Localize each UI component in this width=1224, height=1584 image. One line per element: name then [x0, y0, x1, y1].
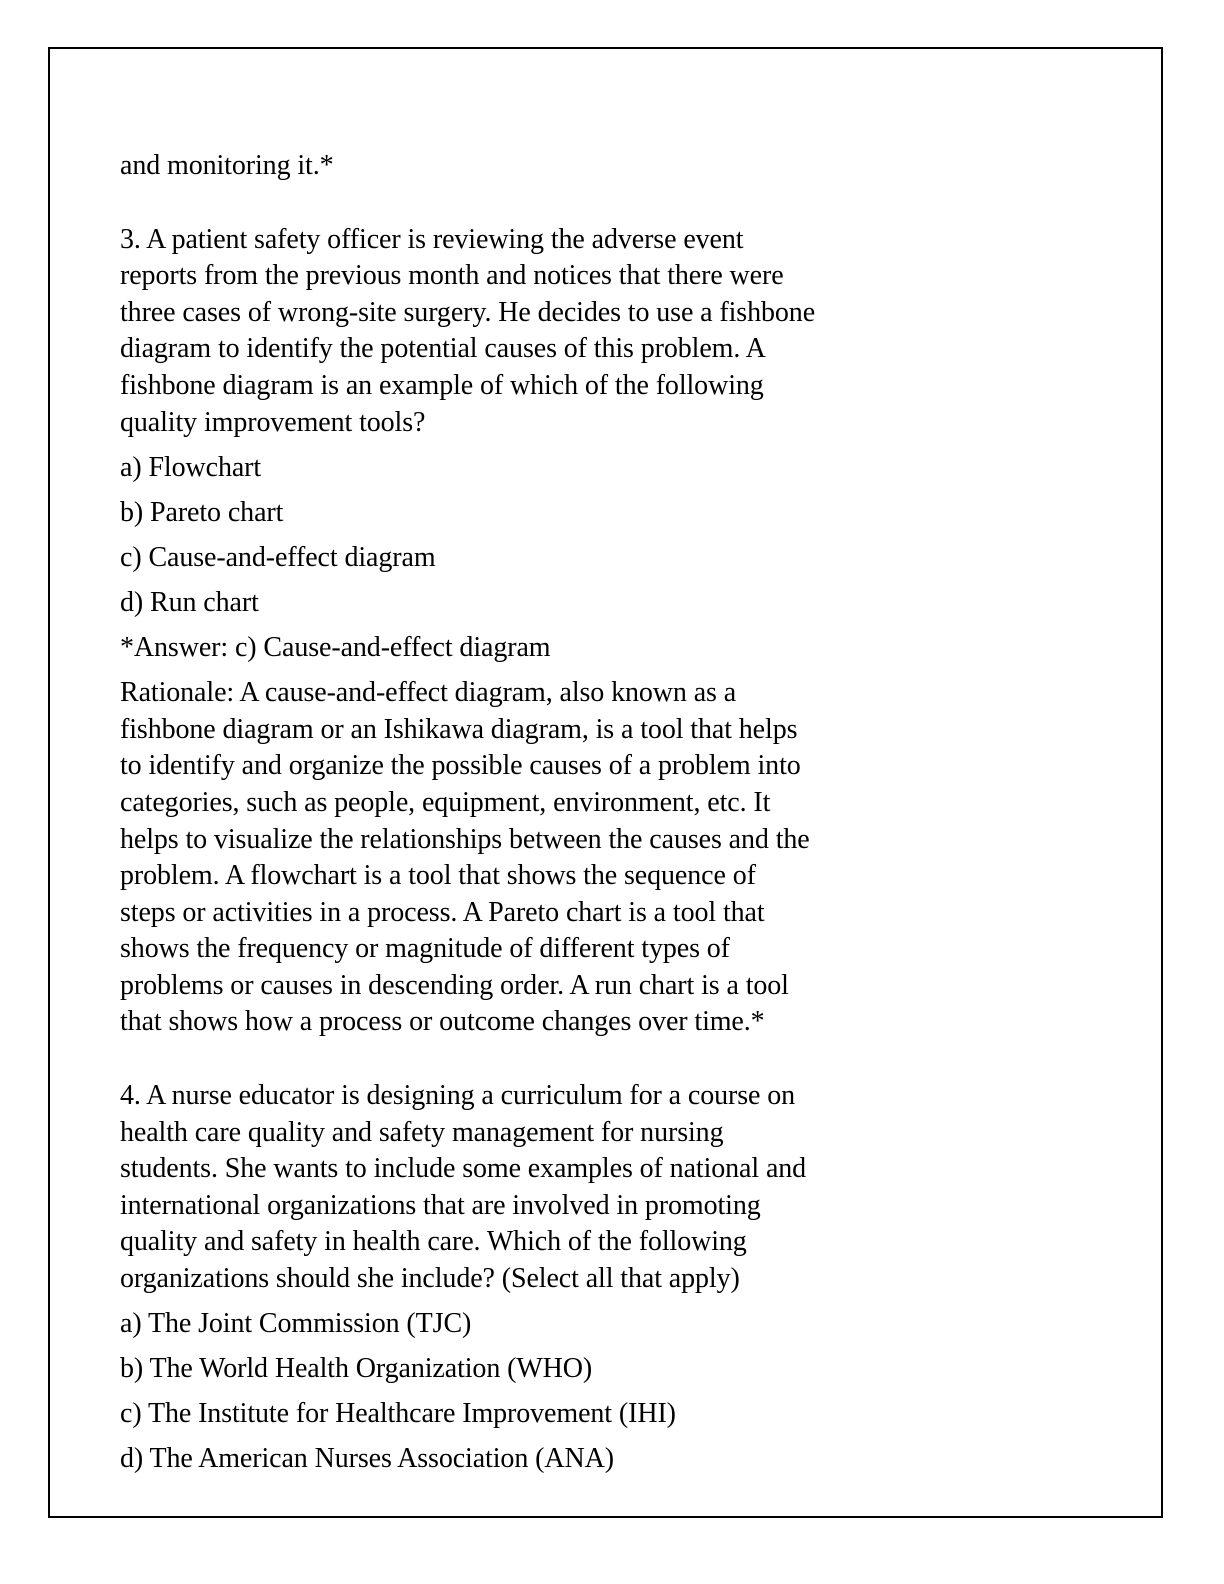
text-line: Rationale: A cause-and-effect diagram, also known as a [120, 677, 737, 709]
text-line: helps to visualize the relationships between the causes and the [120, 823, 810, 855]
text-line: quality and safety in health care. Which of the following [120, 1226, 747, 1258]
question-4-option-b: b) The World Health Organization (WHO) [120, 1353, 593, 1385]
text-line: problem. A flowchart is a tool that shows the sequence of [120, 860, 756, 892]
text-line: quality improvement tools? [120, 406, 426, 438]
question-4-option-c: c) The Institute for Healthcare Improvement (IHI) [120, 1398, 676, 1430]
question-3-answer: *Answer: c) Cause-and-effect diagram [120, 632, 551, 664]
text-line: reports from the previous month and notices that there were [120, 260, 784, 292]
text-line: fishbone diagram is an example of which of the following [120, 369, 764, 401]
question-4 [120, 1078, 940, 1478]
text-line: categories, such as people, equipment, environment, etc. It [120, 786, 771, 818]
text-line: three cases of wrong-site surgery. He decides to use a fishbone [120, 296, 816, 328]
question-3-option-b: b) Pareto chart [120, 496, 284, 528]
continuation-text [120, 148, 940, 185]
text-line: organizations should she include? (Select all that apply) [120, 1263, 740, 1295]
question-4-option-a: a) The Joint Commission (TJC) [120, 1308, 472, 1340]
question-3-rationale [120, 675, 940, 1041]
text-line: 4. A nurse educator is designing a curriculum for a course on [120, 1080, 796, 1112]
text-line: shows the frequency or magnitude of different types of [120, 933, 730, 965]
text-line: 3. A patient safety officer is reviewing the adverse event [120, 223, 744, 255]
text-line: that shows how a process or outcome changes over time.* [120, 1006, 765, 1038]
text-line: health care quality and safety management for nursing [120, 1116, 724, 1148]
question-4-option-d: d) The American Nurses Association (ANA) [120, 1443, 614, 1475]
question-4-stem [120, 1078, 940, 1298]
text-line: to identify and organize the possible causes of a problem into [120, 750, 801, 782]
text-line: and monitoring it.* [120, 150, 334, 181]
question-3-stem [120, 222, 940, 442]
question-3-option-a: a) Flowchart [120, 451, 262, 483]
text-line: students. She wants to include some examples of national and [120, 1153, 807, 1185]
text-line: fishbone diagram or an Ishikawa diagram, is a tool that helps [120, 713, 798, 745]
document-content [120, 148, 940, 1478]
text-line: international organizations that are involved in promoting [120, 1189, 761, 1221]
text-line: problems or causes in descending order. A run chart is a tool [120, 969, 789, 1001]
question-3 [120, 222, 940, 1041]
text-line: diagram to identify the potential causes of this problem. A [120, 333, 766, 365]
question-3-option-c: c) Cause-and-effect diagram [120, 541, 436, 573]
text-line: steps or activities in a process. A Pareto chart is a tool that [120, 896, 765, 928]
question-3-option-d: d) Run chart [120, 586, 259, 618]
